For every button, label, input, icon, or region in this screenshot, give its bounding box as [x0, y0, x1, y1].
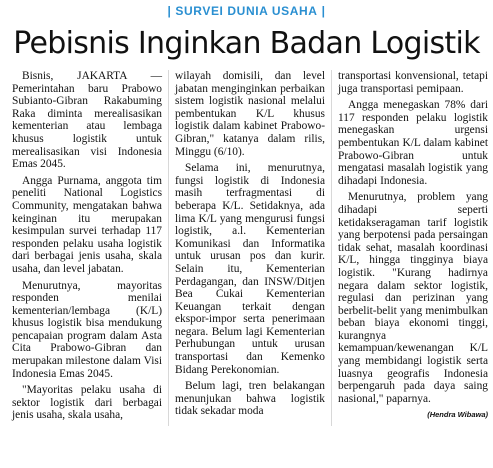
kicker-text: SURVEI DUNIA USAHA	[175, 4, 318, 18]
paragraph: Selama ini, menurutnya, fungsi logistik di Indonesia masih terfragmentasi di beberapa K/L. Setidaknya, ada lima K/L yang mengurusi fungsi logistik, a.l. Kementerian Komunikasi dan Informatika untuk urusan pos dan kurir. Selain itu, Kementerian Perdagangan, dan INSW/Ditjen Bea Cukai Kementerian Keuangan terkait dengan ekspor-impor serta penerimaan negara. Belum lagi Kementerian Perhubungan untuk urusan transportasi dan Kemenko Bidang Perekonomian.	[175, 162, 325, 376]
paragraph: "Mayoritas pelaku usaha di sektor logistik dari berbagai jenis usaha, skala usaha,	[12, 384, 162, 422]
section-kicker	[0, 4, 493, 18]
paragraph: Bisnis, JAKARTA — Pemerintahan baru Prabowo Subianto-Gibran Rakabuming Raka diminta merealisasikan kementerian atau lembaga khusus logistik untuk merealisasikan visi Indonesia Emas 2045.	[12, 70, 162, 171]
paragraph: Menurutnya, mayoritas responden menilai kementerian/lembaga (K/L) khusus logistik bisa mendukung pencapaian program dalam Asta Cita Prabowo-Gibran dan merupakan milestone dalam Visi Indonesia Emas 2045.	[12, 279, 162, 380]
kicker-bar-right: |	[321, 4, 326, 18]
paragraph: Angga menegaskan 78% dari 117 responden pelaku logistik menegaskan urgensi pembentukan K/L dalam kabinet Prabowo-Gibran untuk mengatasi masalah logistik yang dihadapi Indonesia.	[338, 99, 488, 187]
paragraph: wilayah domisili, dan level jabatan menginginkan perbaikan sistem logistik nasional melalui pembentukan K/L khusus logistik dalam kabinet Prabowo-Gibran," katanya dalam rilis, Minggu (6/10).	[175, 70, 325, 158]
article-column-3	[331, 70, 488, 426]
article-headline: Pebisnis Inginkan Badan Logistik	[13, 26, 480, 61]
article-column-2	[168, 70, 325, 426]
author-byline: (Hendra Wibawa)	[427, 410, 488, 420]
paragraph: Menurutnya, problem yang dihadapi seperti ketidakseragaman tarif logistik yang berpotensi pada persaingan tidak sehat, masalah koordinasi K/L, hingga tingginya biaya logistik. "Kurang hadirnya negara dalam sektor logistik, regulasi dan perizinan yang berbelit-belit yang menimbulkan beban biaya ekonomi tinggi, kurangnya kemampuan/kewenangan K/L yang membidangi logistik serta luasnya geografis Indonesia berpengaruh pada daya saing nasional," paparnya.	[338, 191, 488, 405]
paragraph: Belum lagi, tren belakangan menunjukan bahwa logistik tidak sekadar moda	[175, 380, 325, 418]
article-body	[12, 70, 488, 426]
kicker-bar-left: |	[167, 4, 172, 18]
paragraph: Angga Purnama, anggota tim peneliti National Logistics Community, mengatakan bahwa keinginan itu merupakan kesimpulan survei terhadap 117 responden pelaku usaha logistik dari berbagai jenis usaha, skala usaha, dan level jabatan.	[12, 174, 162, 275]
article-column-1	[12, 70, 162, 426]
paragraph: transportasi konvensional, tetapi juga transportasi pemipaan.	[338, 70, 488, 95]
